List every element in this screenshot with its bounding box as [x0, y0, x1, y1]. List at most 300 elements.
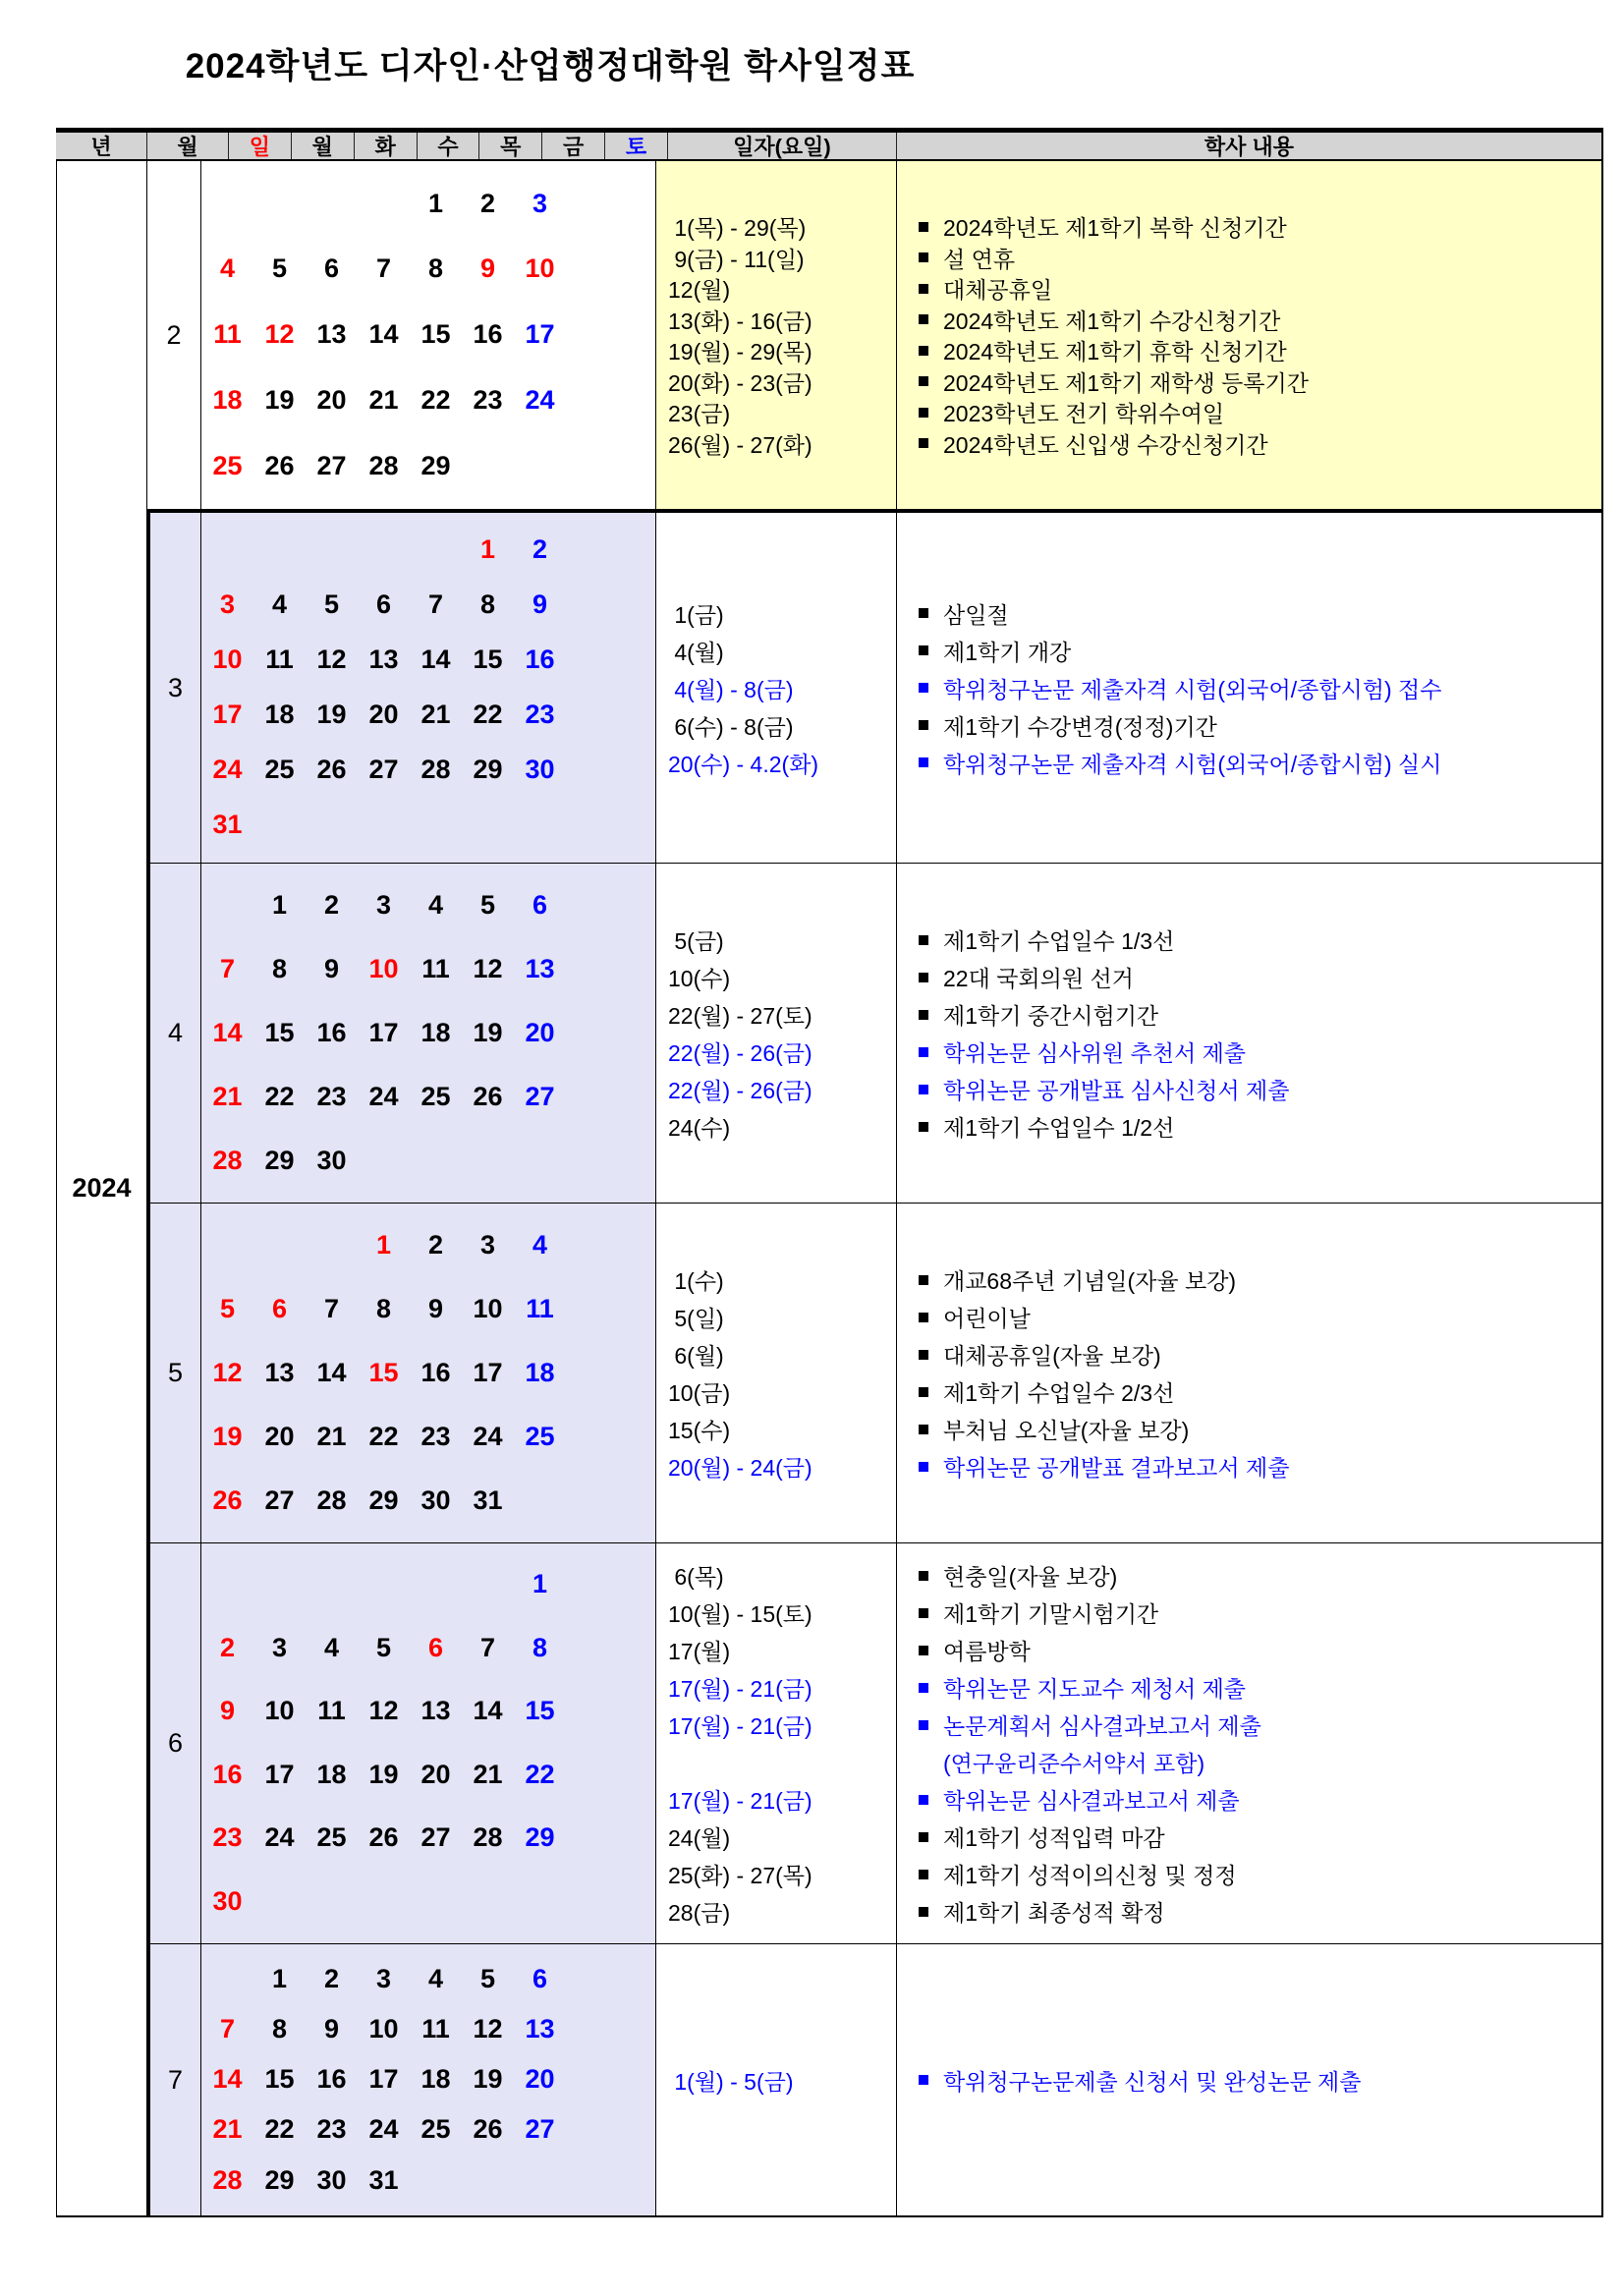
- date-range: 1(금): [668, 601, 724, 628]
- schedule-item-text: 삼일절: [943, 601, 1009, 628]
- calendar-day: 30: [212, 1885, 243, 1916]
- date-range: 20(수) - 4.2(화): [668, 751, 819, 777]
- schedule-item: [897, 1893, 1601, 1931]
- calendar-day: 9: [323, 2013, 340, 2044]
- calendar-day: 27: [525, 1081, 555, 1111]
- calendar-day: 5: [323, 589, 340, 620]
- calendar-day: 2: [219, 1632, 236, 1662]
- schedule-item: [897, 1261, 1601, 1299]
- dates-cell: [656, 513, 897, 863]
- calendar-day: 10: [264, 1696, 295, 1726]
- bullet-icon: [919, 1387, 928, 1397]
- schedule-item: [897, 959, 1601, 996]
- dates-cell: [656, 1944, 897, 2215]
- date-range: 22(월) - 26(금): [668, 1040, 812, 1066]
- calendar-week-row: [201, 645, 655, 675]
- calendar-day: 5: [271, 253, 288, 284]
- calendar-day: 11: [526, 1293, 554, 1323]
- calendar-day: 13: [525, 2013, 555, 2044]
- bullet-icon: [919, 1795, 928, 1805]
- date-range: 24(수): [668, 1115, 731, 1141]
- calendar-day: 28: [473, 1822, 503, 1853]
- calendar-day: 12: [212, 1357, 243, 1387]
- schedule-item-text: 제1학기 기말시험기간: [943, 1601, 1159, 1627]
- calendar-day: 30: [316, 1145, 347, 1175]
- calendar-day-empty: [410, 1147, 462, 1176]
- calendar-day: 21: [420, 700, 451, 730]
- calendar-day: 20: [316, 384, 347, 415]
- schedule-item: [897, 273, 1601, 305]
- schedule-item-text: 학위청구논문제출 신청서 및 완성논문 제출: [943, 2068, 1362, 2095]
- calendar-day: 17: [368, 2064, 399, 2095]
- calendar-day: 2: [532, 534, 548, 565]
- calendar-day-empty: [410, 811, 462, 840]
- calendar-week-row: [201, 535, 655, 565]
- calendar-day: 18: [264, 700, 295, 730]
- calendar-day-empty: [306, 811, 358, 840]
- date-range: 4(월): [668, 639, 724, 665]
- calendar-day: 22: [525, 1759, 555, 1789]
- calendar-day: 9: [532, 589, 548, 620]
- schedule-item: [897, 1108, 1601, 1146]
- bullet-icon: [919, 252, 928, 262]
- calendar-day: 19: [473, 1017, 503, 1047]
- calendar-day: 7: [219, 953, 236, 983]
- calendar-day: 15: [420, 319, 451, 350]
- calendar-week-row: [201, 452, 655, 481]
- date-range: 17(월) - 21(금): [668, 1788, 812, 1814]
- schedule-item: [897, 397, 1601, 428]
- calendar-week-row: [201, 955, 655, 984]
- calendar-week-row: [201, 1486, 655, 1516]
- calendar-week-row: [201, 891, 655, 921]
- schedule-item-text: 2024학년도 신입생 수강신청기간: [943, 431, 1268, 458]
- bullet-icon: [919, 1462, 928, 1472]
- year-value: 2024: [72, 1173, 132, 1203]
- date-range: 10(수): [668, 966, 731, 991]
- calendar-day: 10: [212, 644, 243, 675]
- calendar-day: 18: [316, 1759, 347, 1789]
- calendar-day: 25: [420, 1081, 451, 1111]
- calendar-day: 20: [420, 1759, 451, 1789]
- bullet-icon: [919, 757, 928, 767]
- calendar-day: 20: [264, 1421, 295, 1451]
- bullet-icon: [919, 1720, 928, 1730]
- calendar-day: 27: [525, 2114, 555, 2145]
- calendar-day: 24: [368, 1081, 399, 1111]
- calendar-day: 16: [473, 319, 503, 350]
- schedule-item-text: 2024학년도 제1학기 재학생 등록기간: [943, 369, 1309, 396]
- calendar-day: 1: [271, 1963, 288, 1993]
- bullet-icon: [919, 1275, 928, 1285]
- content-cell: [897, 1543, 1603, 1943]
- date-range: 19(월) - 29(목): [668, 339, 812, 365]
- calendar-day: 13: [420, 1696, 451, 1726]
- calendar-day: 22: [264, 1081, 295, 1111]
- schedule-item-text: 2024학년도 제1학기 휴학 신청기간: [943, 339, 1287, 365]
- calendar-day: 17: [212, 700, 243, 730]
- schedule-item: [897, 706, 1601, 744]
- mini-calendar: [201, 161, 656, 509]
- calendar-day: 25: [525, 1421, 555, 1451]
- calendar-day: 11: [421, 953, 450, 983]
- month-section-4: [147, 864, 1603, 1204]
- calendar-day-empty: [462, 1147, 514, 1176]
- calendar-day: 4: [532, 1229, 548, 1260]
- schedule-item-text: 제1학기 성적입력 마감: [943, 1825, 1165, 1851]
- calendar-day: 16: [316, 2064, 347, 2095]
- bullet-icon: [919, 408, 928, 418]
- bullet-icon: [919, 1832, 928, 1842]
- date-range: 22(월) - 26(금): [668, 1078, 812, 1103]
- schedule-item-text: 제1학기 중간시험기간: [943, 1003, 1159, 1029]
- calendar-day: 26: [473, 1081, 503, 1111]
- schedule-item-text: 제1학기 수업일수 1/3선: [943, 928, 1175, 954]
- schedule-item: [897, 632, 1601, 669]
- calendar-day-empty: [201, 891, 253, 921]
- dates-cell: [656, 1204, 897, 1542]
- year-column: [56, 161, 147, 2215]
- month-number: 7: [147, 1944, 201, 2215]
- schedule-item: [897, 211, 1601, 243]
- calendar-day: 21: [212, 2114, 243, 2145]
- bullet-icon: [919, 1350, 928, 1360]
- calendar-week-row: [201, 700, 655, 730]
- header-weekday-토: 토: [605, 133, 668, 159]
- month-number: 3: [147, 513, 201, 863]
- mini-calendar: [201, 1543, 656, 1943]
- bullet-icon: [919, 720, 928, 730]
- schedule-item-text: 학위논문 공개발표 결과보고서 제출: [943, 1455, 1290, 1481]
- calendar-day: 29: [368, 1484, 399, 1515]
- calendar-week-row: [201, 190, 655, 219]
- schedule-item: [897, 1632, 1601, 1669]
- calendar-day: 15: [368, 1357, 399, 1387]
- calendar-day: 25: [316, 1822, 347, 1853]
- schedule-item: [897, 2061, 1601, 2099]
- header-content-cell: 학사 내용: [897, 133, 1603, 159]
- schedule-item: [897, 366, 1601, 398]
- calendar-day: 19: [368, 1759, 399, 1789]
- month-section-6: [147, 1543, 1603, 1944]
- calendar-day-empty: [358, 1887, 410, 1917]
- schedule-item: [897, 1411, 1601, 1448]
- calendar-day: 12: [473, 2013, 503, 2044]
- calendar-day: 4: [427, 1963, 444, 1993]
- date-range: 17(월): [668, 1639, 731, 1664]
- calendar-day: 19: [473, 2064, 503, 2095]
- bullet-icon: [919, 1870, 928, 1879]
- calendar-week-row: [201, 1697, 655, 1726]
- bullet-icon: [919, 935, 928, 945]
- content-cell: [897, 1204, 1603, 1542]
- calendar-week-row: [201, 1823, 655, 1853]
- calendar-day: 8: [427, 253, 444, 284]
- schedule-item: [897, 996, 1601, 1034]
- schedule-item: [897, 1707, 1601, 1744]
- bullet-icon: [919, 1085, 928, 1094]
- schedule-item-text: 어린이날: [943, 1306, 1031, 1331]
- calendar-day: 29: [473, 755, 503, 785]
- schedule-item-text: 설 연휴: [943, 246, 1016, 272]
- calendar-day: 13: [316, 319, 347, 350]
- bullet-icon: [919, 973, 928, 982]
- header-weekday-목: 목: [479, 133, 542, 159]
- calendar-day: 11: [421, 2013, 450, 2044]
- calendar-day-empty: [253, 190, 306, 219]
- calendar-day: 18: [212, 384, 243, 415]
- schedule-item-text: 개교68주년 기념일(자율 보강): [943, 1268, 1237, 1294]
- date-range: [656, 1744, 896, 1781]
- calendar-day-empty: [201, 1231, 253, 1260]
- content-cell: [897, 864, 1603, 1203]
- header-weekday-일: 일: [229, 133, 292, 159]
- calendar-week-row: [201, 756, 655, 785]
- calendar-day: 24: [212, 755, 243, 785]
- schedule-item: [897, 1336, 1601, 1373]
- calendar-day: 8: [271, 953, 288, 983]
- schedule-item-text: 제1학기 최종성적 확정: [943, 1900, 1165, 1926]
- bullet-icon: [919, 346, 928, 356]
- schedule-item: [897, 1781, 1601, 1819]
- schedule-item: [897, 1856, 1601, 1893]
- schedule-item: [897, 1595, 1601, 1632]
- calendar-day: 12: [368, 1696, 399, 1726]
- calendar-day: 26: [473, 2114, 503, 2145]
- calendar-day: 26: [212, 1484, 243, 1515]
- date-range: 15(수): [668, 1418, 731, 1443]
- calendar-day: 15: [525, 1696, 555, 1726]
- mini-calendar: [201, 864, 656, 1203]
- calendar-day: 27: [368, 755, 399, 785]
- bullet-icon: [919, 1608, 928, 1618]
- calendar-day: 18: [525, 1357, 555, 1387]
- schedule-item-text: 학위논문 심사결과보고서 제출: [943, 1788, 1240, 1814]
- date-range: 5(일): [668, 1306, 724, 1331]
- bullet-icon: [919, 284, 928, 294]
- calendar-day: 28: [368, 450, 399, 480]
- calendar-day-empty: [201, 535, 253, 565]
- calendar-day: 6: [427, 1632, 444, 1662]
- date-range: 5(금): [668, 928, 724, 954]
- month-section-2: [147, 161, 1603, 513]
- calendar-day: 2: [323, 1963, 340, 1993]
- calendar-day: 13: [525, 953, 555, 983]
- calendar-week-row: [201, 2065, 655, 2095]
- calendar-day-empty: [253, 1570, 306, 1599]
- bullet-icon: [919, 683, 928, 693]
- calendar-day: 9: [479, 253, 496, 284]
- calendar-day: 23: [473, 384, 503, 415]
- bullet-icon: [919, 222, 928, 232]
- calendar-day: 17: [473, 1357, 503, 1387]
- date-range: 6(목): [668, 1564, 724, 1590]
- schedule-item: [897, 1071, 1601, 1108]
- date-range: 24(월): [668, 1825, 731, 1851]
- schedule-item-text: 2023학년도 전기 학위수여일: [943, 401, 1225, 427]
- calendar-day: 9: [323, 953, 340, 983]
- calendar-day: 13: [264, 1357, 295, 1387]
- schedule-item: [897, 305, 1601, 336]
- schedule-item-text: 부처님 오신날(자율 보강): [943, 1418, 1190, 1443]
- calendar-day: 14: [368, 319, 399, 350]
- bullet-icon: [919, 1907, 928, 1917]
- calendar-day: 28: [420, 755, 451, 785]
- calendar-day: 18: [420, 2064, 451, 2095]
- calendar-day: 1: [427, 188, 444, 218]
- calendar-day: 3: [219, 589, 236, 620]
- schedule-item-text: 제1학기 성적이의신청 및 정정: [943, 1863, 1237, 1888]
- calendar-day: 3: [375, 1963, 392, 1993]
- calendar-week-row: [201, 2115, 655, 2145]
- date-range: 12(월): [668, 277, 731, 304]
- calendar-day: 31: [473, 1484, 503, 1515]
- bullet-icon: [919, 1047, 928, 1057]
- calendar-day: 10: [473, 1293, 503, 1323]
- calendar-day-empty: [358, 1570, 410, 1599]
- calendar-week-row: [201, 1634, 655, 1663]
- calendar-day: 5: [375, 1632, 392, 1662]
- date-range: 6(월): [668, 1343, 724, 1369]
- date-range: 1(수): [668, 1268, 724, 1294]
- calendar-day: 17: [368, 1017, 399, 1047]
- date-range: 22(월) - 27(토): [668, 1003, 812, 1029]
- header-weekday-월: 월: [292, 133, 355, 159]
- calendar-day-empty: [358, 811, 410, 840]
- calendar-day: 9: [219, 1696, 236, 1726]
- content-cell: [897, 1944, 1603, 2215]
- date-range: 10(월) - 15(토): [668, 1601, 812, 1627]
- calendar-day: 30: [525, 755, 555, 785]
- calendar-day: 11: [265, 644, 294, 675]
- calendar-day: 30: [420, 1484, 451, 1515]
- schedule-item-text: 대체공휴일(자율 보강): [943, 1343, 1161, 1369]
- content-cell: [897, 161, 1603, 509]
- calendar-day: 15: [264, 2064, 295, 2095]
- calendar-day: 27: [264, 1484, 295, 1515]
- calendar-day-empty: [410, 1887, 462, 1917]
- calendar-day: 16: [420, 1357, 451, 1387]
- date-range: 9(금) - 11(일): [668, 246, 805, 272]
- calendar-day-empty: [514, 1147, 566, 1176]
- calendar-day: 14: [212, 1017, 243, 1047]
- schedule-item: [897, 669, 1601, 706]
- schedule-item: [897, 594, 1601, 632]
- calendar-day-empty: [462, 1887, 514, 1917]
- calendar-day: 15: [473, 644, 503, 675]
- calendar-day: 2: [427, 1229, 444, 1260]
- schedule-item: [897, 1034, 1601, 1071]
- calendar-day: 20: [525, 2064, 555, 2095]
- calendar-day: 3: [532, 188, 548, 218]
- calendar-day: 20: [368, 700, 399, 730]
- calendar-day: 1: [479, 534, 496, 565]
- academic-calendar-table: [56, 128, 1603, 2217]
- calendar-day: 21: [212, 1081, 243, 1111]
- calendar-day: 9: [427, 1293, 444, 1323]
- mini-calendar: [201, 1204, 656, 1542]
- calendar-day: 28: [212, 1145, 243, 1175]
- calendar-day-empty: [253, 1231, 306, 1260]
- schedule-item: [897, 335, 1601, 366]
- month-section-7: [147, 1944, 1603, 2215]
- calendar-week-row: [201, 1359, 655, 1388]
- calendar-day: 21: [368, 384, 399, 415]
- calendar-day: 17: [525, 319, 555, 350]
- schedule-item-text: 학위청구논문 제출자격 시험(외국어/종합시험) 실시: [943, 751, 1442, 777]
- table-header-row: [56, 128, 1603, 161]
- calendar-day: 24: [473, 1421, 503, 1451]
- calendar-day-empty: [514, 1887, 566, 1917]
- header-weekday-수: 수: [418, 133, 480, 159]
- calendar-day: 19: [212, 1421, 243, 1451]
- calendar-week-row: [201, 1965, 655, 1994]
- calendar-day: 6: [375, 589, 392, 620]
- schedule-item-text: 2024학년도 제1학기 복학 신청기간: [943, 215, 1287, 242]
- date-range: 17(월) - 21(금): [668, 1676, 812, 1702]
- schedule-item-text: 논문계획서 심사결과보고서 제출: [943, 1713, 1261, 1739]
- calendar-day: 11: [317, 1696, 346, 1726]
- date-range: 13(화) - 16(금): [668, 308, 812, 334]
- calendar-day-empty: [462, 1570, 514, 1599]
- schedule-item: [897, 1448, 1601, 1485]
- calendar-day: 2: [323, 889, 340, 920]
- calendar-day: 23: [316, 1081, 347, 1111]
- month-number: 4: [147, 864, 201, 1203]
- calendar-day: 24: [368, 2114, 399, 2145]
- calendar-day-empty: [410, 535, 462, 565]
- calendar-day: 11: [213, 319, 242, 350]
- calendar-day: 16: [525, 644, 555, 675]
- calendar-day: 6: [532, 889, 548, 920]
- calendar-day-empty: [358, 1147, 410, 1176]
- calendar-day-empty: [462, 452, 514, 481]
- calendar-day: 10: [525, 253, 555, 284]
- schedule-item-text: 제1학기 수업일수 2/3선: [943, 1380, 1175, 1406]
- calendar-day: 12: [264, 319, 295, 350]
- calendar-day: 3: [479, 1229, 496, 1260]
- schedule-item-text: (연구윤리준수서약서 포함): [943, 1751, 1205, 1776]
- month-number: 2: [147, 161, 201, 509]
- calendar-day-empty: [201, 190, 253, 219]
- calendar-day-empty: [514, 2166, 566, 2196]
- calendar-week-row: [201, 1019, 655, 1048]
- calendar-day: 21: [316, 1421, 347, 1451]
- header-month-cell: 월: [147, 133, 229, 159]
- calendar-day: 1: [375, 1229, 392, 1260]
- calendar-day-empty: [358, 190, 410, 219]
- schedule-item-text: 제1학기 수강변경(정정)기간: [943, 713, 1217, 740]
- date-range: 25(화) - 27(목): [668, 1863, 812, 1888]
- calendar-week-row: [201, 1761, 655, 1790]
- calendar-day: 24: [525, 384, 555, 415]
- calendar-day: 28: [316, 1484, 347, 1515]
- calendar-day: 3: [375, 889, 392, 920]
- calendar-day: 3: [271, 1632, 288, 1662]
- date-range: 17(월) - 21(금): [668, 1713, 812, 1739]
- calendar-day: 10: [368, 2013, 399, 2044]
- calendar-week-row: [201, 254, 655, 284]
- calendar-day-empty: [514, 452, 566, 481]
- calendar-day: 4: [219, 253, 236, 284]
- calendar-day: 25: [264, 755, 295, 785]
- calendar-day: 22: [473, 700, 503, 730]
- calendar-week-row: [201, 2166, 655, 2196]
- schedule-item-text: 여름방학: [943, 1639, 1031, 1664]
- calendar-day: 29: [264, 2164, 295, 2195]
- calendar-day: 5: [479, 889, 496, 920]
- header-year-cell: 년: [56, 133, 147, 159]
